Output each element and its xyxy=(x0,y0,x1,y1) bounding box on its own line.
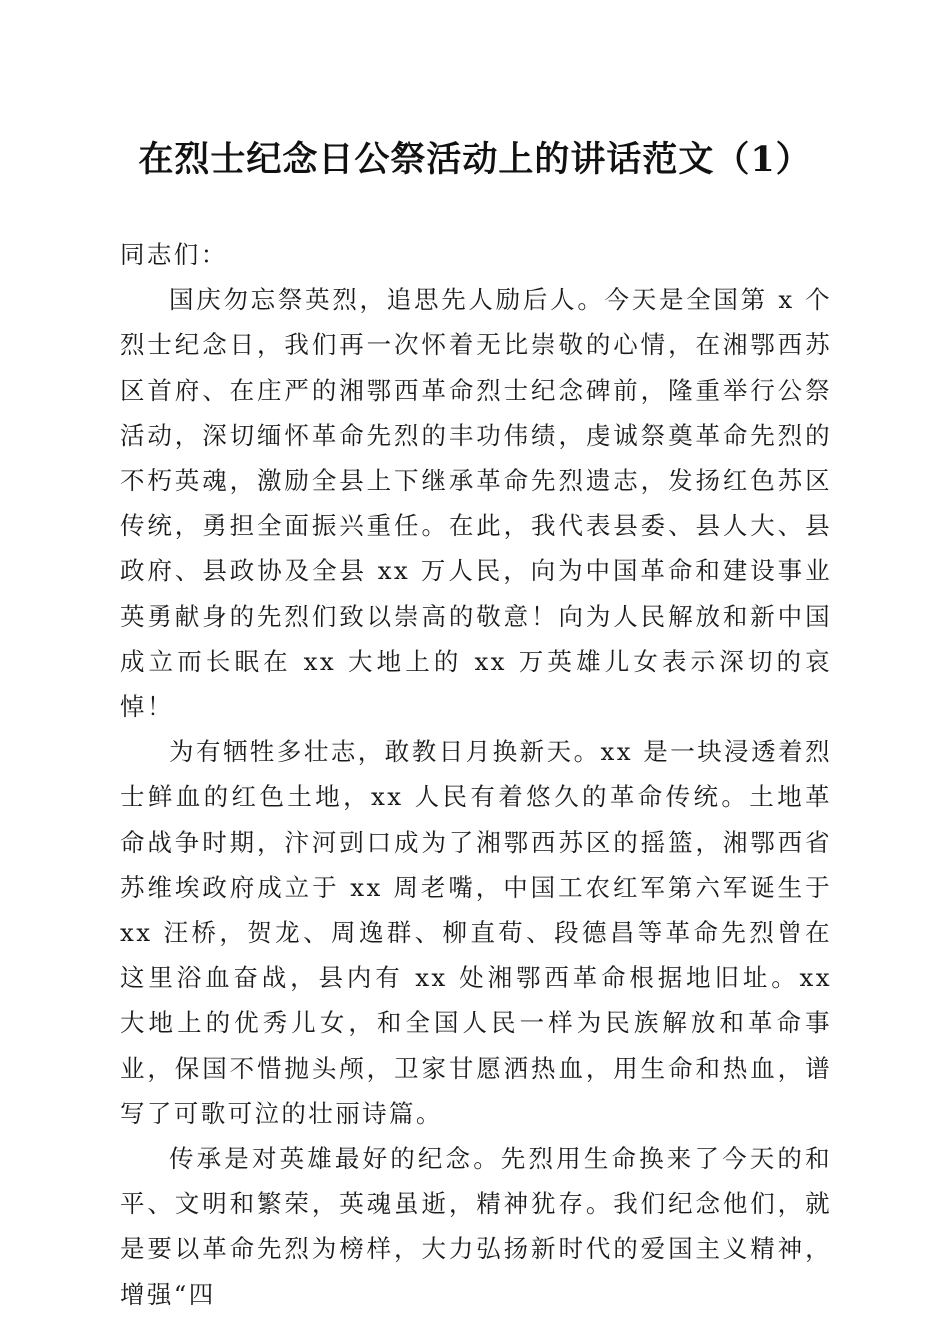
paragraph-1: 国庆勿忘祭英烈，追思先人励后人。今天是全国第 x 个烈士纪念日，我们再一次怀着无比崇敬的心情，在湘鄂西苏区首府、在庄严的湘鄂西革命烈士纪念碑前，隆重举行公祭活动，深切缅怀革命先烈的丰功伟绩，虔诚祭奠革命先烈的不朽英魂，激励全县上下继承革命先烈遗志，发扬红色苏区传统，勇担全面振兴重任。在此，我代表县委、县人大、县政府、县政协及全县 xx 万人民，向为中国革命和建设事业英勇献身的先烈们致以崇高的敬意！向为人民解放和新中国成立而长眠在 xx 大地上的 xx 万英雄儿女表示深切的哀悼！ xyxy=(120,285,832,722)
paragraph-2: 为有牺牲多壮志，敢教日月换新天。xx 是一块浸透着烈士鲜血的红色土地，xx 人民有着悠久的革命传统。土地革命战争时期，汴河剅口成为了湘鄂西苏区的摇篮，湘鄂西省苏维埃政府成立于 xx 周老嘴，中国工农红军第六军诞生于 xx 汪桥，贺龙、周逸群、柳直荀、段德昌等革命先烈曾在这里浴血奋战，县内有 xx 处湘鄂西革命根据地旧址。xx 大地上的优秀儿女，和全国人民一样为民族解放和革命事业，保国不惜抛头颅，卫家甘愿洒热血，用生命和热血，谱写了可歌可泣的壮丽诗篇。 xyxy=(120,737,832,1128)
document-body xyxy=(120,232,832,1317)
salutation: 同志们： xyxy=(120,240,228,269)
document-title: 在烈士纪念日公祭活动上的讲话范文（1） xyxy=(138,139,812,180)
paragraph-3: 传承是对英雄最好的纪念。先烈用生命换来了今天的和平、文明和繁荣，英魂虽逝，精神犹存。我们纪念他们，就是要以革命先烈为榜样，大力弘扬新时代的爱国主义精神，增强“四 xyxy=(120,1144,832,1309)
